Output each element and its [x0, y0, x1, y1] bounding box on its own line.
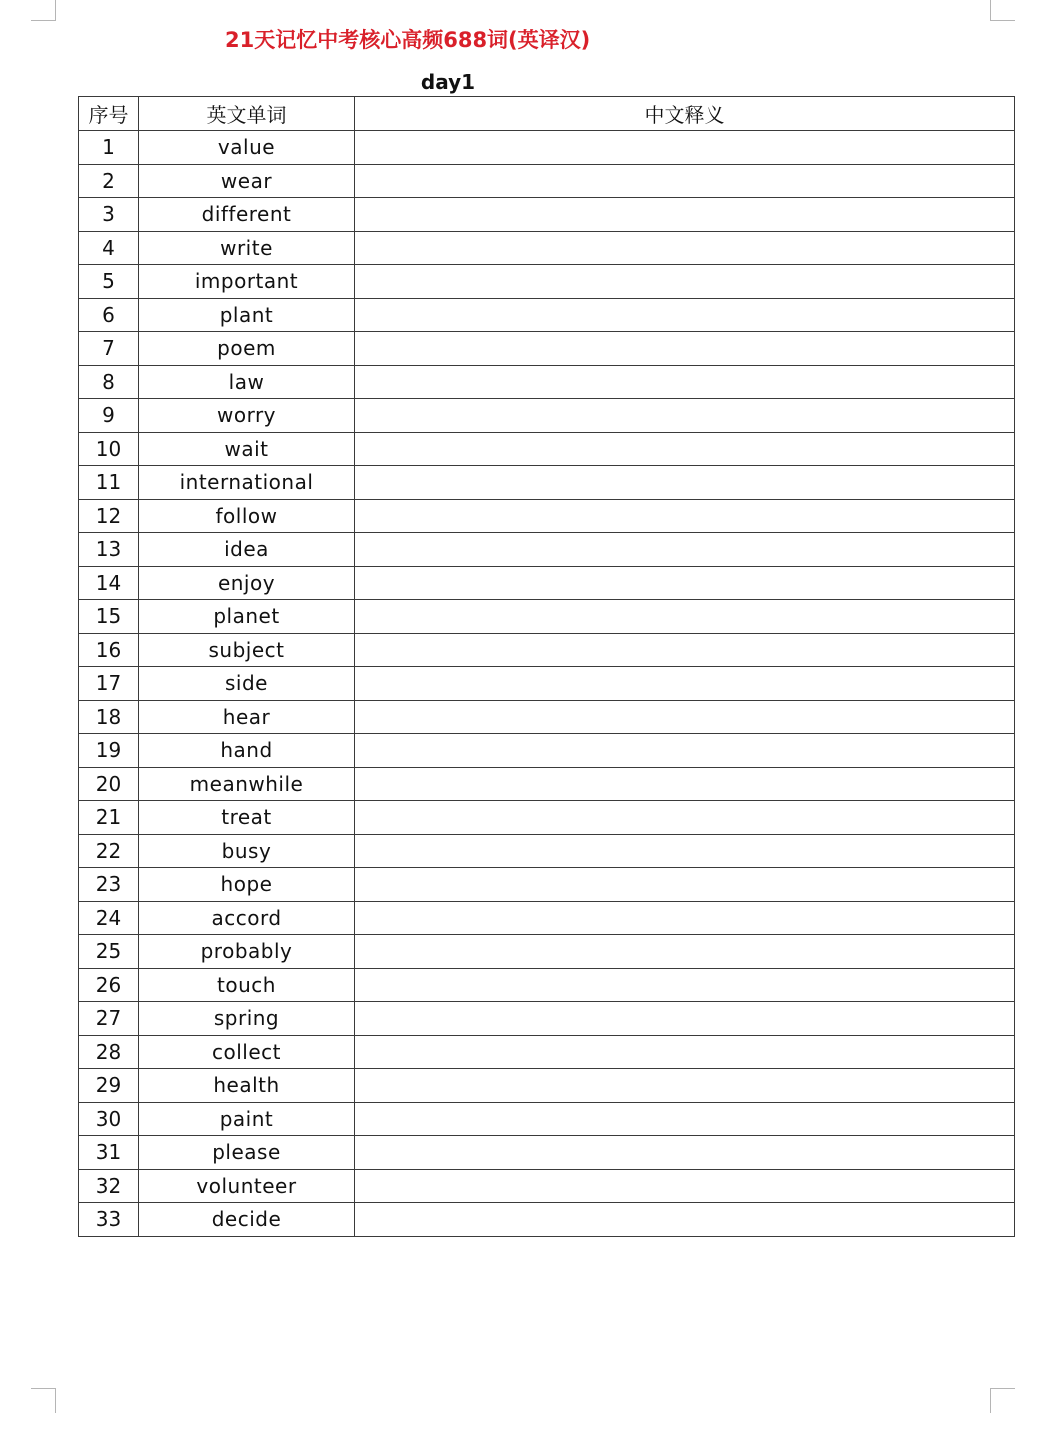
row-number: 2 — [79, 164, 139, 198]
chinese-meaning-cell[interactable] — [355, 399, 1015, 433]
english-word: probably — [139, 935, 355, 969]
chinese-meaning-cell[interactable] — [355, 466, 1015, 500]
chinese-meaning-cell[interactable] — [355, 265, 1015, 299]
row-number: 29 — [79, 1069, 139, 1103]
chinese-meaning-cell[interactable] — [355, 734, 1015, 768]
row-number: 24 — [79, 901, 139, 935]
english-word: side — [139, 667, 355, 701]
chinese-meaning-cell[interactable] — [355, 901, 1015, 935]
english-word: plant — [139, 298, 355, 332]
english-word: wait — [139, 432, 355, 466]
english-word: treat — [139, 801, 355, 835]
row-number: 21 — [79, 801, 139, 835]
document-title: 21天记忆中考核心高频688词(英译汉) — [225, 28, 591, 52]
row-number: 5 — [79, 265, 139, 299]
table-row — [79, 265, 1015, 299]
english-word: hope — [139, 868, 355, 902]
english-word: worry — [139, 399, 355, 433]
table-row — [79, 432, 1015, 466]
table-row — [79, 801, 1015, 835]
english-word: hand — [139, 734, 355, 768]
table-row — [79, 834, 1015, 868]
chinese-meaning-cell[interactable] — [355, 968, 1015, 1002]
english-word: hear — [139, 700, 355, 734]
row-number: 9 — [79, 399, 139, 433]
row-number: 25 — [79, 935, 139, 969]
row-number: 15 — [79, 600, 139, 634]
crop-mark-bottom-right — [990, 1388, 1015, 1413]
chinese-meaning-cell[interactable] — [355, 801, 1015, 835]
table-row — [79, 633, 1015, 667]
table-row — [79, 298, 1015, 332]
chinese-meaning-cell[interactable] — [355, 533, 1015, 567]
row-number: 14 — [79, 566, 139, 600]
chinese-meaning-cell[interactable] — [355, 1035, 1015, 1069]
row-number: 13 — [79, 533, 139, 567]
table-row — [79, 935, 1015, 969]
row-number: 3 — [79, 198, 139, 232]
english-word: write — [139, 231, 355, 265]
english-word: busy — [139, 834, 355, 868]
english-word: accord — [139, 901, 355, 935]
english-word: follow — [139, 499, 355, 533]
row-number: 22 — [79, 834, 139, 868]
chinese-meaning-cell[interactable] — [355, 600, 1015, 634]
row-number: 32 — [79, 1169, 139, 1203]
row-number: 12 — [79, 499, 139, 533]
row-number: 17 — [79, 667, 139, 701]
chinese-meaning-cell[interactable] — [355, 767, 1015, 801]
table-row — [79, 499, 1015, 533]
chinese-meaning-cell[interactable] — [355, 935, 1015, 969]
table-row — [79, 198, 1015, 232]
row-number: 16 — [79, 633, 139, 667]
row-number: 27 — [79, 1002, 139, 1036]
row-number: 20 — [79, 767, 139, 801]
chinese-meaning-cell[interactable] — [355, 131, 1015, 165]
english-word: idea — [139, 533, 355, 567]
table-row — [79, 533, 1015, 567]
row-number: 11 — [79, 466, 139, 500]
table-row — [79, 332, 1015, 366]
table-row — [79, 734, 1015, 768]
row-number: 26 — [79, 968, 139, 1002]
english-word: law — [139, 365, 355, 399]
table-row — [79, 131, 1015, 165]
row-number: 28 — [79, 1035, 139, 1069]
chinese-meaning-cell[interactable] — [355, 667, 1015, 701]
table-row — [79, 1102, 1015, 1136]
english-word: paint — [139, 1102, 355, 1136]
english-word: wear — [139, 164, 355, 198]
english-word: important — [139, 265, 355, 299]
english-word: subject — [139, 633, 355, 667]
row-number: 31 — [79, 1136, 139, 1170]
row-number: 18 — [79, 700, 139, 734]
chinese-meaning-cell[interactable] — [355, 700, 1015, 734]
table-row — [79, 566, 1015, 600]
chinese-meaning-cell[interactable] — [355, 1002, 1015, 1036]
chinese-meaning-cell[interactable] — [355, 164, 1015, 198]
day-label: day1 — [420, 70, 476, 94]
chinese-meaning-cell[interactable] — [355, 1203, 1015, 1237]
table-row — [79, 231, 1015, 265]
crop-mark-bottom-left — [31, 1388, 56, 1413]
row-number: 4 — [79, 231, 139, 265]
table-row — [79, 667, 1015, 701]
row-number: 8 — [79, 365, 139, 399]
table-row — [79, 1035, 1015, 1069]
table-row — [79, 868, 1015, 902]
english-word: planet — [139, 600, 355, 634]
chinese-meaning-cell[interactable] — [355, 834, 1015, 868]
english-word: please — [139, 1136, 355, 1170]
header-chinese-meaning: 中文释义 — [355, 97, 1015, 131]
english-word: international — [139, 466, 355, 500]
chinese-meaning-cell[interactable] — [355, 566, 1015, 600]
chinese-meaning-cell[interactable] — [355, 198, 1015, 232]
english-word: touch — [139, 968, 355, 1002]
crop-mark-top-left — [31, 0, 56, 21]
row-number: 19 — [79, 734, 139, 768]
vocabulary-table — [78, 96, 1015, 1237]
english-word: volunteer — [139, 1169, 355, 1203]
chinese-meaning-cell[interactable] — [355, 1136, 1015, 1170]
vocabulary-table-body — [79, 131, 1015, 1237]
english-word: different — [139, 198, 355, 232]
chinese-meaning-cell[interactable] — [355, 298, 1015, 332]
chinese-meaning-cell[interactable] — [355, 231, 1015, 265]
row-number: 30 — [79, 1102, 139, 1136]
english-word: meanwhile — [139, 767, 355, 801]
table-row — [79, 1002, 1015, 1036]
chinese-meaning-cell[interactable] — [355, 633, 1015, 667]
row-number: 23 — [79, 868, 139, 902]
header-english-word: 英文单词 — [139, 97, 355, 131]
row-number: 1 — [79, 131, 139, 165]
table-row — [79, 1069, 1015, 1103]
table-row — [79, 1136, 1015, 1170]
chinese-meaning-cell[interactable] — [355, 868, 1015, 902]
table-row — [79, 700, 1015, 734]
row-number: 6 — [79, 298, 139, 332]
table-row — [79, 164, 1015, 198]
table-row — [79, 968, 1015, 1002]
chinese-meaning-cell[interactable] — [355, 499, 1015, 533]
row-number: 10 — [79, 432, 139, 466]
english-word: spring — [139, 1002, 355, 1036]
table-header-row — [79, 97, 1015, 131]
table-row — [79, 1203, 1015, 1237]
chinese-meaning-cell[interactable] — [355, 332, 1015, 366]
chinese-meaning-cell[interactable] — [355, 1102, 1015, 1136]
header-number: 序号 — [79, 97, 139, 131]
table-row — [79, 466, 1015, 500]
table-row — [79, 399, 1015, 433]
english-word: value — [139, 131, 355, 165]
chinese-meaning-cell[interactable] — [355, 1069, 1015, 1103]
crop-mark-top-right — [990, 0, 1015, 21]
row-number: 7 — [79, 332, 139, 366]
english-word: enjoy — [139, 566, 355, 600]
chinese-meaning-cell[interactable] — [355, 432, 1015, 466]
table-row — [79, 365, 1015, 399]
english-word: collect — [139, 1035, 355, 1069]
table-row — [79, 600, 1015, 634]
english-word: poem — [139, 332, 355, 366]
chinese-meaning-cell[interactable] — [355, 365, 1015, 399]
english-word: health — [139, 1069, 355, 1103]
row-number: 33 — [79, 1203, 139, 1237]
table-row — [79, 901, 1015, 935]
english-word: decide — [139, 1203, 355, 1237]
chinese-meaning-cell[interactable] — [355, 1169, 1015, 1203]
table-row — [79, 767, 1015, 801]
table-row — [79, 1169, 1015, 1203]
